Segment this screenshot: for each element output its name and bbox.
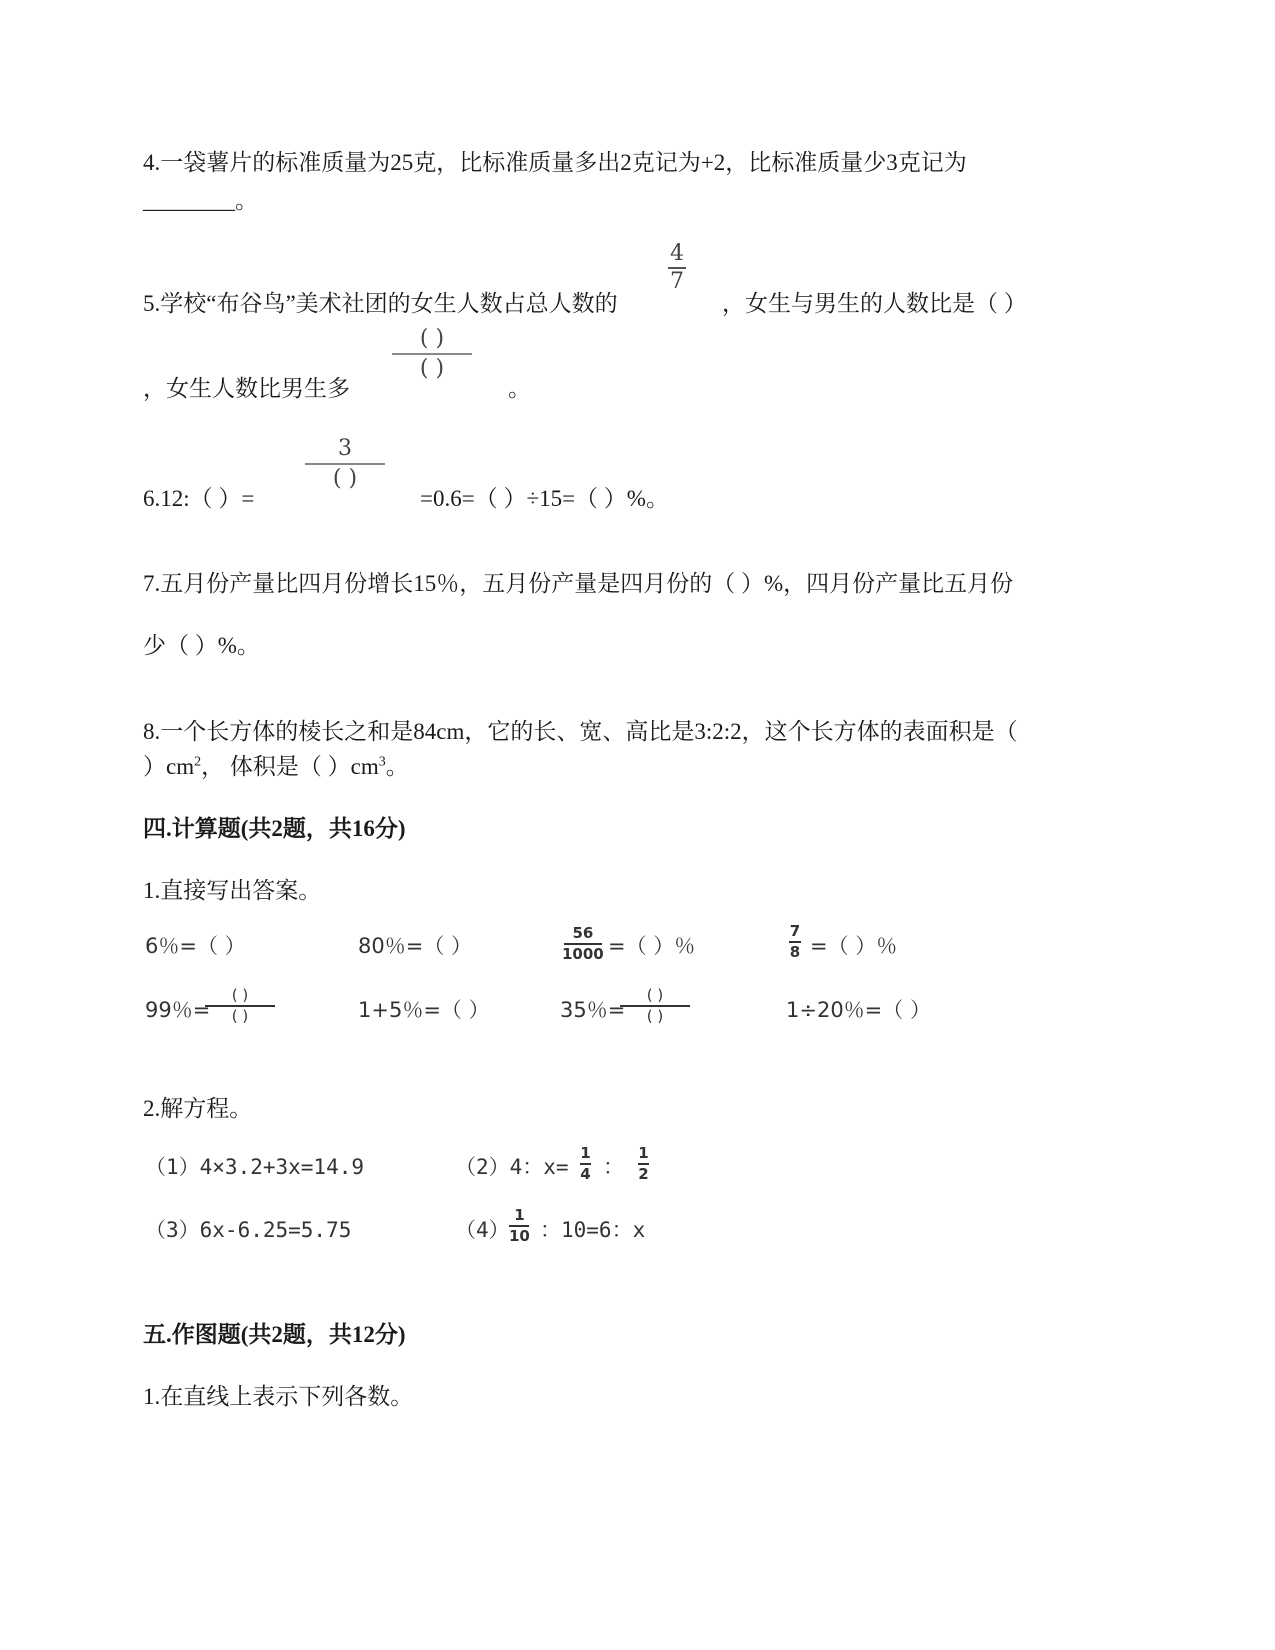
calc-80-percent: 80％=（ ） bbox=[358, 934, 472, 958]
equation-2-colon: ： bbox=[603, 1155, 624, 1179]
equation-4-prefix: （4） bbox=[455, 1218, 510, 1242]
equation-2-fraction-1-2 bbox=[638, 1146, 649, 1182]
eq2-f1-numerator: 1 bbox=[580, 1144, 591, 1162]
eq4-numerator: 1 bbox=[514, 1206, 525, 1224]
q5-part3: ，女生人数比男生多 bbox=[143, 376, 350, 401]
section4-q1: 1.直接写出答案。 bbox=[143, 878, 322, 903]
calc-7-8-rest: =（ ）％ bbox=[810, 934, 898, 958]
calc-7-denominator: 8 bbox=[789, 943, 801, 961]
q6-frac-bar bbox=[305, 463, 385, 465]
calc-6-percent: 6％=（ ） bbox=[145, 934, 246, 958]
equation-1: （1）4×3.2+3x=14.9 bbox=[145, 1155, 365, 1179]
equation-4-fraction-1-10 bbox=[509, 1208, 530, 1244]
q6-frac-numerator: 3 bbox=[338, 436, 352, 461]
calc-99-numerator: ( ) bbox=[231, 986, 249, 1004]
calc-fraction-56-1000 bbox=[562, 926, 604, 962]
equation-2-fraction-1-4 bbox=[580, 1146, 591, 1182]
q5-blank-denominator: ( ) bbox=[419, 356, 445, 381]
eq4-denominator: 10 bbox=[509, 1227, 530, 1245]
q8-end: 。 bbox=[385, 754, 409, 779]
section4-title: 四.计算题(共2题，共16分) bbox=[143, 816, 406, 841]
calc-35-numerator: ( ) bbox=[646, 986, 664, 1004]
eq2-f2-numerator: 1 bbox=[638, 1144, 649, 1162]
calc-1-plus-5-percent: 1+5％=（ ） bbox=[358, 998, 490, 1022]
q8-volume-sup: 3 bbox=[378, 754, 386, 770]
calc-fraction-7-8 bbox=[789, 924, 801, 960]
q6-fraction[interactable] bbox=[305, 438, 385, 490]
q5-blank-bar bbox=[392, 353, 472, 355]
q7-line2: 少（ ）%。 bbox=[143, 633, 260, 658]
calc-56-numerator: 56 bbox=[572, 924, 594, 942]
calc-99-denominator: ( ) bbox=[231, 1007, 249, 1025]
q6-part1: 6.12:（ ）= bbox=[143, 486, 255, 511]
equation-3: （3）6x-6.25=5.75 bbox=[145, 1218, 352, 1242]
q5-frac-numerator: 4 bbox=[670, 241, 684, 266]
calc-7-numerator: 7 bbox=[789, 922, 801, 940]
calc-1-div-20-percent: 1÷20％=（ ） bbox=[786, 998, 931, 1022]
equation-4-rest: ：10=6：x bbox=[540, 1218, 646, 1242]
q8-line2 bbox=[143, 748, 409, 781]
calc-35-fraction[interactable] bbox=[620, 988, 690, 1024]
calc-99-fraction[interactable] bbox=[205, 988, 275, 1024]
q7-line1: 7.五月份产量比四月份增长15％，五月份产量是四月份的（ ）%，四月份产量比五月份 bbox=[143, 571, 1014, 596]
section4-q2: 2.解方程。 bbox=[143, 1096, 253, 1121]
eq2-f2-denominator: 2 bbox=[638, 1165, 649, 1183]
q8-area-text: ）cm bbox=[143, 754, 195, 779]
q8-area-sup: 2 bbox=[194, 754, 202, 770]
q5-blank-numerator: ( ) bbox=[419, 326, 445, 351]
section5-title: 五.作图题(共2题，共12分) bbox=[143, 1322, 406, 1347]
q4-line2: ________。 bbox=[143, 188, 258, 213]
q5-fraction-4-7 bbox=[668, 243, 686, 293]
q4-line1: 4.一袋薯片的标准质量为25克，比标准质量多出2克记为+2，比标准质量少3克记为 bbox=[143, 150, 967, 175]
q5-part2: ，女生与男生的人数比是（ ） bbox=[722, 291, 1027, 316]
section5-q1: 1.在直线上表示下列各数。 bbox=[143, 1384, 414, 1409]
calc-56-denominator: 1000 bbox=[562, 945, 604, 963]
equation-2-prefix: （2）4：x= bbox=[455, 1155, 569, 1179]
calc-99-percent: 99％= bbox=[145, 998, 211, 1022]
calc-35-percent: 35％= bbox=[560, 998, 626, 1022]
q6-frac-denominator: ( ) bbox=[332, 466, 358, 491]
q5-part1: 5.学校“布谷鸟”美术社团的女生人数占总人数的 bbox=[143, 291, 618, 316]
q8-volume-text: ， 体积是（ ）cm bbox=[201, 754, 379, 779]
calc-35-denominator: ( ) bbox=[646, 1007, 664, 1025]
calc-56-rest: =（ ）％ bbox=[608, 934, 696, 958]
q6-part2: =0.6=（ ）÷15=（ ）%。 bbox=[420, 486, 669, 511]
q5-end: 。 bbox=[508, 376, 531, 401]
q5-blank-fraction[interactable] bbox=[392, 328, 472, 380]
q5-frac-denominator: 7 bbox=[670, 269, 684, 294]
q8-line1: 8.一个长方体的棱长之和是84cm，它的长、宽、高比是3:2:2，这个长方体的表面积是（ bbox=[143, 719, 1018, 744]
eq2-f1-denominator: 4 bbox=[580, 1165, 591, 1183]
